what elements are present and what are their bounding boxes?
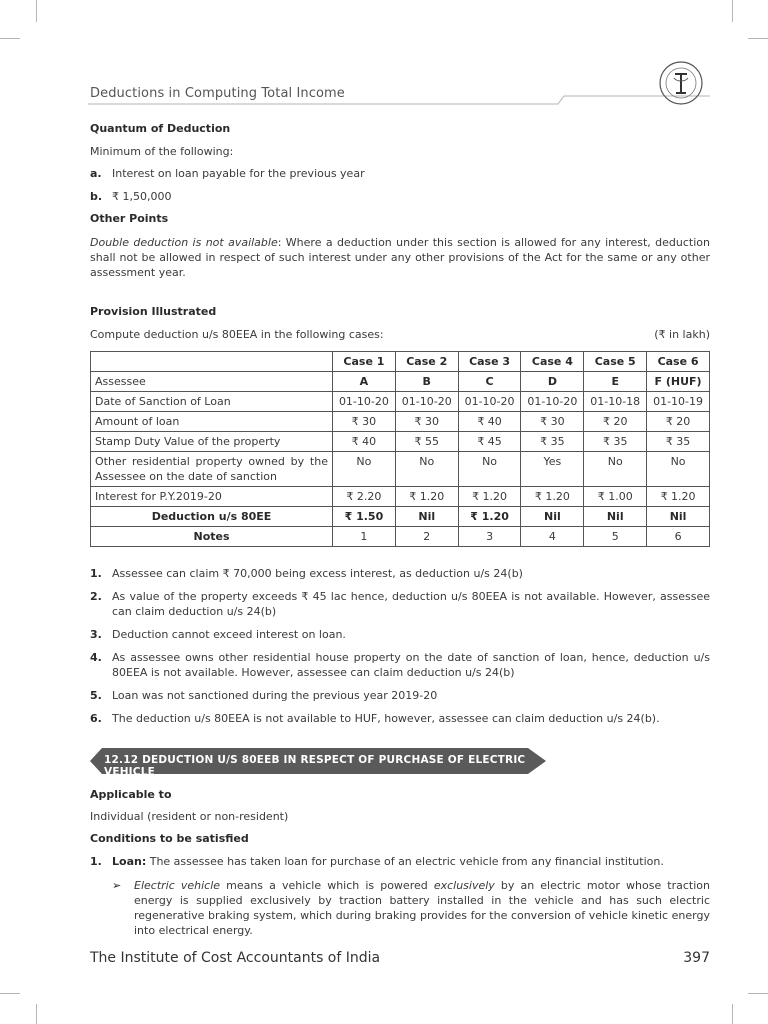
section-banner	[90, 748, 546, 778]
table-cell: 01-10-19	[647, 392, 710, 412]
table-cell: C	[458, 372, 521, 392]
provision-intro: Compute deduction u/s 80EEA in the following cases:	[90, 328, 384, 341]
table-cell: ₹ 1.20	[521, 487, 584, 507]
notes-list	[90, 566, 710, 726]
subitem-text-2: by an electric motor whose traction energy is supplied exclusively by traction battery installed in the vehicle and has such electric regenerative braking system, which during braking provides for the conversion of vehicle kinetic energy into electrical energy.	[134, 879, 710, 937]
other-points-italic-lead: Double deduction is not available	[90, 236, 278, 249]
subitem-text: means a vehicle which is powered	[220, 879, 434, 892]
quantum-heading: Quantum of Deduction	[90, 122, 231, 135]
table-cell: Yes	[521, 452, 584, 487]
table-cell: 01-10-20	[521, 392, 584, 412]
list-marker: 4.	[90, 651, 102, 664]
note-item	[90, 566, 710, 581]
list-marker: b.	[90, 190, 103, 203]
crop-mark	[0, 993, 20, 994]
table-cell: ₹ 45	[458, 432, 521, 452]
table-cell: 2	[395, 527, 458, 547]
table-row-label: Amount of loan	[91, 412, 333, 432]
table-cell: ₹ 1.00	[584, 487, 647, 507]
arrow-bullet-icon: ➢	[112, 879, 122, 892]
condition-item-text: The assessee has taken loan for purchase of an electric vehicle from any financial institution.	[146, 855, 664, 868]
list-marker: 1.	[90, 855, 102, 868]
table-cell: Nil	[395, 507, 458, 527]
quantum-intro: Minimum of the following:	[90, 145, 234, 158]
table-cell: ₹ 1.20	[647, 487, 710, 507]
table-cell: ₹ 2.20	[333, 487, 396, 507]
table-row-label: Assessee	[91, 372, 333, 392]
table-cell: A	[333, 372, 396, 392]
table-column-header: Case 2	[395, 352, 458, 372]
table-column-header: Case 3	[458, 352, 521, 372]
note-item	[90, 688, 710, 703]
table-row	[91, 412, 710, 432]
table-column-header: Case 4	[521, 352, 584, 372]
table-cell: ₹ 30	[521, 412, 584, 432]
table-cell: No	[458, 452, 521, 487]
note-text: Deduction cannot exceed interest on loan.	[112, 628, 346, 641]
table-row-label: Other residential property owned by the Assessee on the date of sanction	[91, 452, 333, 487]
table-cell: 6	[647, 527, 710, 547]
table-cell: B	[395, 372, 458, 392]
table-deduction-row	[91, 507, 710, 527]
table-cell: 01-10-20	[458, 392, 521, 412]
footer-organization: The Institute of Cost Accountants of India	[90, 950, 381, 966]
page-number: 397	[683, 950, 710, 966]
list-marker: a.	[90, 167, 102, 180]
subitem-italic-2: exclusively	[433, 879, 495, 892]
table-cell: ₹ 30	[333, 412, 396, 432]
note-item	[90, 589, 710, 619]
table-cell: ₹ 1.20	[458, 507, 521, 527]
table-row-label: Notes	[91, 527, 333, 547]
table-cell: 01-10-20	[395, 392, 458, 412]
crop-mark	[36, 1004, 37, 1024]
note-text: As value of the property exceeds ₹ 45 lac hence, deduction u/s 80EEA is not available. However, assessee can claim deduction u/s 24(b)	[112, 590, 710, 618]
list-marker: 1.	[90, 567, 102, 580]
table-cell: 3	[458, 527, 521, 547]
table-cell: 01-10-20	[333, 392, 396, 412]
table-row	[91, 432, 710, 452]
table-cell: E	[584, 372, 647, 392]
table-cell: ₹ 40	[458, 412, 521, 432]
crop-mark	[748, 993, 768, 994]
provision-table	[90, 351, 710, 547]
table-cell: ₹ 30	[395, 412, 458, 432]
conditions-heading: Conditions to be satisfied	[90, 832, 249, 845]
applicable-text: Individual (resident or non-resident)	[90, 810, 289, 823]
note-text: The deduction u/s 80EEA is not available to HUF, however, assessee can claim deduction u/s 24(b).	[112, 712, 660, 725]
table-cell: ₹ 35	[521, 432, 584, 452]
table-cell: Nil	[647, 507, 710, 527]
table-cell: ₹ 20	[584, 412, 647, 432]
provision-unit: (₹ in lakh)	[654, 328, 710, 341]
table-row-label: Stamp Duty Value of the property	[91, 432, 333, 452]
list-item-text: Interest on loan payable for the previous year	[112, 167, 365, 180]
table-row-label: Deduction u/s 80EE	[91, 507, 333, 527]
applicable-heading: Applicable to	[90, 788, 172, 801]
list-marker: 3.	[90, 628, 102, 641]
table-row-label: Date of Sanction of Loan	[91, 392, 333, 412]
table-row-label: Interest for P.Y.2019-20	[91, 487, 333, 507]
list-item-text: ₹ 1,50,000	[112, 190, 172, 203]
table-cell: ₹ 40	[333, 432, 396, 452]
condition-subitem	[112, 878, 710, 938]
table-cell: 4	[521, 527, 584, 547]
table-cell: Nil	[521, 507, 584, 527]
table-cell: D	[521, 372, 584, 392]
quantum-item-a	[90, 166, 365, 181]
table-cell: 5	[584, 527, 647, 547]
provision-heading: Provision Illustrated	[90, 305, 217, 318]
table-cell: ₹ 1.20	[395, 487, 458, 507]
table-column-header: Case 1	[333, 352, 396, 372]
page-header-title: Deductions in Computing Total Income	[90, 86, 345, 101]
quantum-item-b	[90, 189, 171, 204]
note-item	[90, 627, 710, 642]
list-marker: 5.	[90, 689, 102, 702]
list-marker: 2.	[90, 590, 102, 603]
header-rule	[0, 0, 768, 120]
table-cell: ₹ 35	[584, 432, 647, 452]
table-cell: No	[333, 452, 396, 487]
table-cell: ₹ 55	[395, 432, 458, 452]
note-item	[90, 650, 710, 680]
subitem-italic: Electric vehicle	[134, 879, 221, 892]
table-cell: 1	[333, 527, 396, 547]
table-cell: No	[584, 452, 647, 487]
table-cell: No	[647, 452, 710, 487]
condition-item-bold: Loan:	[112, 855, 147, 868]
table-cell: ₹ 1.50	[333, 507, 396, 527]
crop-mark	[732, 1004, 733, 1024]
note-text: Assessee can claim ₹ 70,000 being excess interest, as deduction u/s 24(b)	[112, 567, 523, 580]
table-cell: ₹ 35	[647, 432, 710, 452]
section-title: 12.12 DEDUCTION U/S 80EEB IN RESPECT OF PURCHASE OF ELECTRIC VEHICLE	[104, 754, 526, 778]
table-row	[91, 392, 710, 412]
other-points-heading: Other Points	[90, 212, 169, 225]
note-text: Loan was not sanctioned during the previous year 2019-20	[112, 689, 438, 702]
institute-emblem-icon	[658, 60, 704, 106]
table-notes-row	[91, 527, 710, 547]
table-row	[91, 372, 710, 392]
table-row	[91, 452, 710, 487]
note-item	[90, 711, 710, 726]
condition-item-loan	[90, 854, 710, 869]
note-text: As assessee owns other residential house property on the date of sanction of loan, hence, deduction u/s 80EEA is not available. However, assessee can claim deduction u/s 24(b)	[112, 651, 710, 679]
table-column-header: Case 5	[584, 352, 647, 372]
table-column-header: Case 6	[647, 352, 710, 372]
table-cell: Nil	[584, 507, 647, 527]
table-cell: F (HUF)	[647, 372, 710, 392]
table-cell: No	[395, 452, 458, 487]
other-points-text: : Where a deduction under this section is allowed for any interest, deduction shall not be allowed in respect of such interest under any other provisions of the Act for the same or any other assessment year.	[90, 236, 710, 279]
table-corner-cell	[91, 352, 333, 372]
other-points-paragraph	[90, 235, 710, 280]
table-header-row	[91, 352, 710, 372]
list-marker: 6.	[90, 712, 102, 725]
table-cell: ₹ 1.20	[458, 487, 521, 507]
table-row	[91, 487, 710, 507]
table-cell: 01-10-18	[584, 392, 647, 412]
table-cell: ₹ 20	[647, 412, 710, 432]
